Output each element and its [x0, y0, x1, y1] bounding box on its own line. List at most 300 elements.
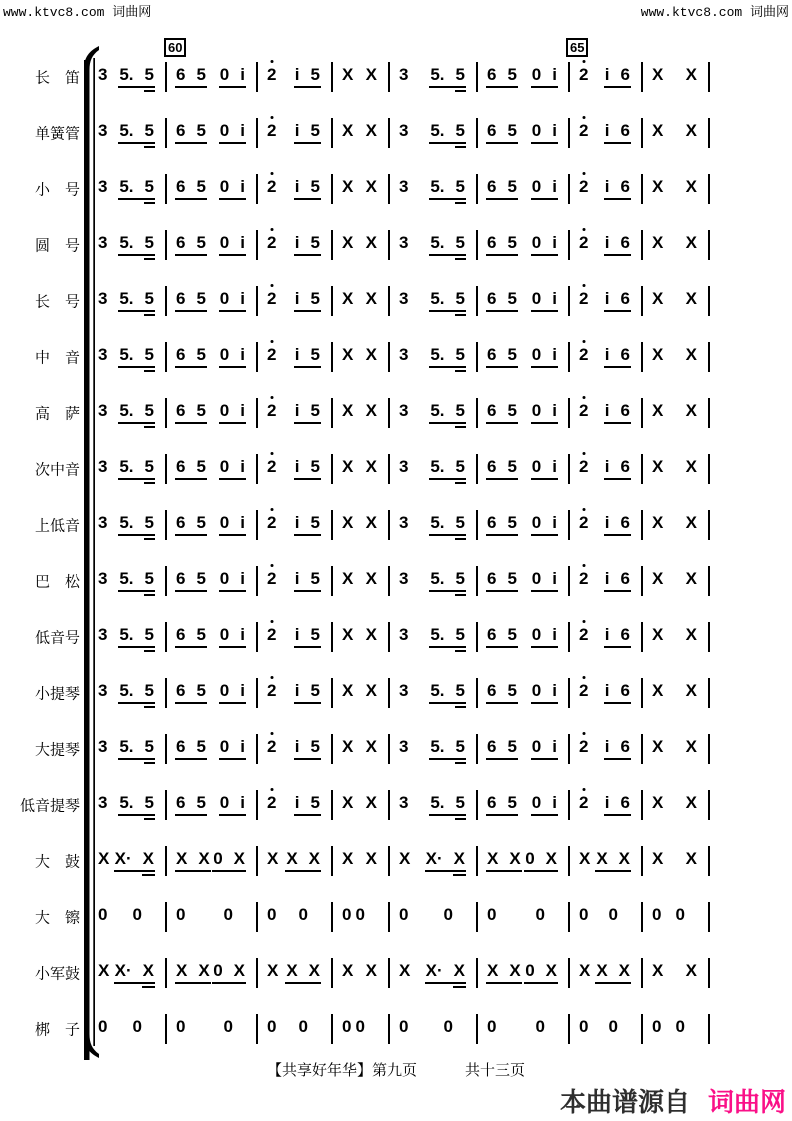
note: 5.: [119, 457, 134, 476]
beam-group: [429, 570, 466, 592]
note: 3: [98, 65, 108, 84]
note: X: [652, 569, 664, 588]
note: 0: [298, 905, 308, 924]
footer-total-pages: 共十三页: [465, 1063, 526, 1079]
measure: [167, 230, 258, 260]
beam-group: [118, 738, 155, 760]
instrument-row: [0, 676, 792, 710]
note: 2: [267, 737, 277, 756]
notation-line: [95, 172, 710, 206]
note: 3: [98, 513, 108, 532]
measure: [333, 566, 390, 596]
note-group: [175, 1018, 186, 1040]
note: 2: [267, 569, 277, 588]
measure: [258, 510, 333, 540]
note: 0: [132, 905, 142, 924]
note-group: [651, 794, 664, 816]
beam-group: [604, 178, 631, 200]
beam-group: [118, 626, 155, 648]
note: 5: [310, 289, 320, 308]
measure: [167, 174, 258, 204]
beam-group: [595, 962, 631, 984]
note: 5: [144, 513, 154, 532]
note: X: [685, 625, 697, 644]
note-group: [97, 682, 108, 704]
measure: [390, 454, 478, 484]
instrument-label: 长 号: [34, 294, 80, 311]
note: 0: [219, 513, 230, 532]
note-group: [578, 794, 589, 816]
note: X: [233, 961, 245, 980]
measure: [570, 398, 643, 428]
note-group: [578, 514, 589, 536]
note: X: [685, 345, 697, 364]
beam-group: [531, 346, 558, 368]
beam-group: [294, 626, 321, 648]
note: 5.: [119, 569, 134, 588]
beam-group: [118, 66, 155, 88]
note-group: [651, 682, 664, 704]
note: X: [509, 849, 521, 868]
notation-line: [95, 788, 710, 822]
note: X: [365, 345, 377, 364]
measure: [167, 902, 258, 932]
note: i: [240, 345, 245, 364]
beam-group: [429, 458, 466, 480]
instrument-row: [0, 508, 792, 542]
note: 3: [399, 625, 409, 644]
note-group: [266, 402, 277, 424]
note-group: [97, 66, 108, 88]
beam-group: [531, 178, 558, 200]
beam-group: [425, 962, 466, 984]
beam-group: [486, 122, 518, 144]
measure: [390, 734, 478, 764]
measure: [570, 510, 643, 540]
note-group: [266, 458, 277, 480]
measure: [390, 622, 478, 652]
note-group: [341, 682, 354, 704]
instrument-row: [0, 452, 792, 486]
note: 3: [399, 513, 409, 532]
note-group: [608, 1018, 619, 1040]
measure: [643, 902, 710, 932]
beam-group: [524, 850, 558, 872]
note: 2: [267, 121, 277, 140]
beam-group: [219, 402, 246, 424]
note: i: [552, 457, 557, 476]
measure: [390, 790, 478, 820]
note-group: [341, 178, 354, 200]
note-group: [398, 178, 409, 200]
note: 6: [620, 233, 630, 252]
measure: [333, 790, 390, 820]
note-group: [651, 290, 664, 312]
note: X: [487, 961, 499, 980]
beam-group: [486, 570, 518, 592]
note: i: [604, 513, 610, 532]
note: 0: [219, 177, 230, 196]
measure: [333, 174, 390, 204]
note-group: [341, 346, 354, 368]
note: 0: [535, 905, 545, 924]
notation-line: [95, 396, 710, 430]
note: 6: [487, 401, 497, 420]
note: 0: [267, 905, 277, 924]
note: 5: [507, 233, 517, 252]
beam-group: [486, 962, 522, 984]
note: X: [545, 849, 557, 868]
note-group: [398, 850, 411, 872]
note: 3: [98, 625, 108, 644]
beam-group: [604, 570, 631, 592]
note: X: [365, 289, 377, 308]
note-group: [341, 962, 354, 984]
instrument-row: [0, 900, 792, 934]
note-group: [365, 66, 378, 88]
note: i: [552, 401, 557, 420]
note: X: [685, 513, 697, 532]
note: X: [652, 849, 664, 868]
note: 5: [196, 121, 206, 140]
note: 0: [531, 625, 542, 644]
note: 5: [507, 625, 517, 644]
beam-group: [118, 178, 155, 200]
note: i: [552, 513, 557, 532]
note-group: [298, 1018, 309, 1040]
note: X: [453, 849, 465, 868]
note-group: [398, 906, 409, 928]
beam-group: [294, 458, 321, 480]
note: 5: [455, 737, 465, 756]
note: X: [342, 569, 354, 588]
note: 3: [98, 569, 108, 588]
note: 6: [176, 793, 186, 812]
instrument-label: 圆 号: [34, 238, 80, 255]
beam-group: [175, 514, 207, 536]
measure: [333, 1014, 390, 1044]
note: 5: [507, 401, 517, 420]
beam-group: [212, 850, 246, 872]
note: 6: [487, 121, 497, 140]
beam-group: [285, 962, 321, 984]
note: 5: [144, 681, 154, 700]
note-group: [685, 850, 698, 872]
note: 3: [98, 345, 108, 364]
note-group: [97, 346, 108, 368]
note: X: [342, 65, 354, 84]
measure: [95, 958, 167, 988]
note: 3: [98, 793, 108, 812]
note: i: [294, 401, 300, 420]
note: X: [685, 233, 697, 252]
note: X: [342, 625, 354, 644]
note: 5: [144, 457, 154, 476]
measure: [478, 62, 570, 92]
measure: [390, 174, 478, 204]
note: i: [240, 457, 245, 476]
beam-group: [531, 682, 558, 704]
note: i: [294, 625, 300, 644]
note-group: [266, 514, 277, 536]
measure: [167, 622, 258, 652]
note: X: [652, 233, 664, 252]
measure: [478, 398, 570, 428]
note-group: [341, 738, 354, 760]
measure: [390, 398, 478, 428]
measure: [478, 846, 570, 876]
notation-line: [95, 340, 710, 374]
instrument-row: [0, 564, 792, 598]
beam-group: [175, 962, 211, 984]
instrument-label: 上低音: [34, 518, 80, 535]
measure: [643, 566, 710, 596]
measure: [333, 902, 390, 932]
note: 5.: [119, 793, 134, 812]
measure: [643, 398, 710, 428]
note: 0: [219, 737, 230, 756]
note: i: [604, 121, 610, 140]
note-group: [365, 290, 378, 312]
note-group: [685, 234, 698, 256]
note: 0: [652, 905, 662, 924]
note: X: [652, 793, 664, 812]
note: 0: [176, 905, 186, 924]
note-group: [97, 626, 108, 648]
note: i: [604, 569, 610, 588]
note-group: [685, 178, 698, 200]
note: 6: [487, 233, 497, 252]
measure: [95, 846, 167, 876]
measure: [390, 230, 478, 260]
note-group: [298, 906, 309, 928]
note: 0: [355, 1017, 365, 1036]
note: 5: [310, 65, 320, 84]
note: X·: [425, 961, 443, 980]
note: 2: [579, 233, 589, 252]
note-group: [651, 738, 664, 760]
note: 5: [455, 345, 465, 364]
note: 5: [196, 681, 206, 700]
note: 0: [531, 65, 542, 84]
note: 5: [196, 233, 206, 252]
note: 0: [531, 569, 542, 588]
beam-group: [531, 122, 558, 144]
measure: [167, 398, 258, 428]
note: 6: [487, 737, 497, 756]
measure: [570, 958, 643, 988]
beam-group: [219, 122, 246, 144]
note: 5: [507, 177, 517, 196]
note: X: [342, 849, 354, 868]
beam-group: [486, 458, 518, 480]
beam-group: [429, 122, 466, 144]
note: X·: [114, 849, 132, 868]
measure: [643, 174, 710, 204]
note: 0: [525, 849, 535, 868]
measure: [258, 678, 333, 708]
instrument-row: [0, 228, 792, 262]
note: 5: [144, 121, 154, 140]
beam-group: [175, 626, 207, 648]
note: 0: [219, 121, 230, 140]
note: 0: [223, 905, 233, 924]
note: i: [294, 177, 300, 196]
beam-group: [175, 178, 207, 200]
note: 5: [144, 289, 154, 308]
note-group: [97, 290, 108, 312]
note: 3: [98, 681, 108, 700]
note: 5.: [119, 737, 134, 756]
note: 6: [176, 65, 186, 84]
note-group: [685, 682, 698, 704]
beam-group: [175, 738, 207, 760]
measure: [258, 454, 333, 484]
measure: [258, 734, 333, 764]
beam-group: [531, 458, 558, 480]
note-group: [398, 514, 409, 536]
instrument-label: 小 号: [34, 182, 80, 199]
note: 6: [176, 457, 186, 476]
measure: [333, 342, 390, 372]
note-group: [685, 122, 698, 144]
note: X: [685, 65, 697, 84]
note: 6: [620, 569, 630, 588]
measure: [258, 1014, 333, 1044]
note: X: [286, 961, 298, 980]
note-group: [341, 626, 354, 648]
note: 5.: [430, 345, 445, 364]
note: i: [294, 793, 300, 812]
measure: [570, 622, 643, 652]
note: 3: [399, 569, 409, 588]
measure: [95, 790, 167, 820]
note: 5: [455, 289, 465, 308]
note: 0: [399, 1017, 409, 1036]
instrument-row: [0, 620, 792, 654]
measure: [643, 286, 710, 316]
beam-group: [294, 234, 321, 256]
note: 5: [507, 513, 517, 532]
note: 2: [579, 793, 589, 812]
note: X: [618, 961, 630, 980]
note-group: [365, 850, 378, 872]
note: 5.: [119, 177, 134, 196]
beam-group: [486, 738, 518, 760]
note: 0: [342, 1017, 352, 1036]
note: 5: [144, 569, 154, 588]
note-group: [355, 906, 366, 928]
note-group: [97, 570, 108, 592]
measure: [167, 734, 258, 764]
note-group: [651, 234, 664, 256]
note: 6: [620, 177, 630, 196]
measure: [570, 566, 643, 596]
measure-number-box: 65: [566, 38, 588, 57]
note: i: [604, 233, 610, 252]
note: 5: [196, 513, 206, 532]
note: 6: [620, 401, 630, 420]
note: 6: [176, 625, 186, 644]
note: X: [365, 233, 377, 252]
instrument-row: [0, 340, 792, 374]
measure: [478, 790, 570, 820]
note-group: [341, 234, 354, 256]
note-group: [365, 234, 378, 256]
measure: [95, 230, 167, 260]
beam-group: [175, 346, 207, 368]
measure: [478, 286, 570, 316]
note: 0: [487, 905, 497, 924]
note: 5: [507, 457, 517, 476]
note: 0: [525, 961, 535, 980]
measure: [167, 342, 258, 372]
note: 6: [176, 177, 186, 196]
measure: [643, 454, 710, 484]
note-group: [341, 458, 354, 480]
note-group: [578, 234, 589, 256]
beam-group: [219, 290, 246, 312]
note: 0: [531, 457, 542, 476]
note-group: [365, 402, 378, 424]
watermark-top-right: www.ktvc8.com 词曲网: [640, 5, 789, 20]
note: 3: [399, 737, 409, 756]
note: 0: [652, 1017, 662, 1036]
beam-group: [294, 178, 321, 200]
note: X: [365, 401, 377, 420]
note-group: [685, 794, 698, 816]
note: 5: [310, 513, 320, 532]
note: X: [652, 457, 664, 476]
measure: [478, 734, 570, 764]
note: X: [652, 625, 664, 644]
instrument-row: [0, 732, 792, 766]
measure: [570, 118, 643, 148]
beam-group: [486, 234, 518, 256]
note: X: [198, 849, 210, 868]
note-group: [365, 626, 378, 648]
note: 2: [267, 513, 277, 532]
note: 5: [144, 345, 154, 364]
measure: [333, 846, 390, 876]
note: i: [604, 289, 610, 308]
note: 0: [579, 905, 589, 924]
measure: [258, 846, 333, 876]
note-group: [365, 514, 378, 536]
beam-group: [486, 346, 518, 368]
measure: [167, 566, 258, 596]
note: 2: [579, 401, 589, 420]
instrument-row: [0, 956, 792, 990]
note-group: [608, 906, 619, 928]
note: 5.: [430, 793, 445, 812]
note: 0: [223, 1017, 233, 1036]
note: X: [685, 457, 697, 476]
beam-group: [486, 514, 518, 536]
note: 2: [579, 625, 589, 644]
note: i: [294, 233, 300, 252]
footer: [0, 1059, 792, 1080]
note: 0: [443, 1017, 453, 1036]
note: 3: [98, 457, 108, 476]
measure: [570, 174, 643, 204]
note: 5: [455, 233, 465, 252]
note-group: [266, 682, 277, 704]
note-group: [685, 738, 698, 760]
note: X: [596, 961, 608, 980]
measure: [570, 454, 643, 484]
note-group: [651, 962, 664, 984]
